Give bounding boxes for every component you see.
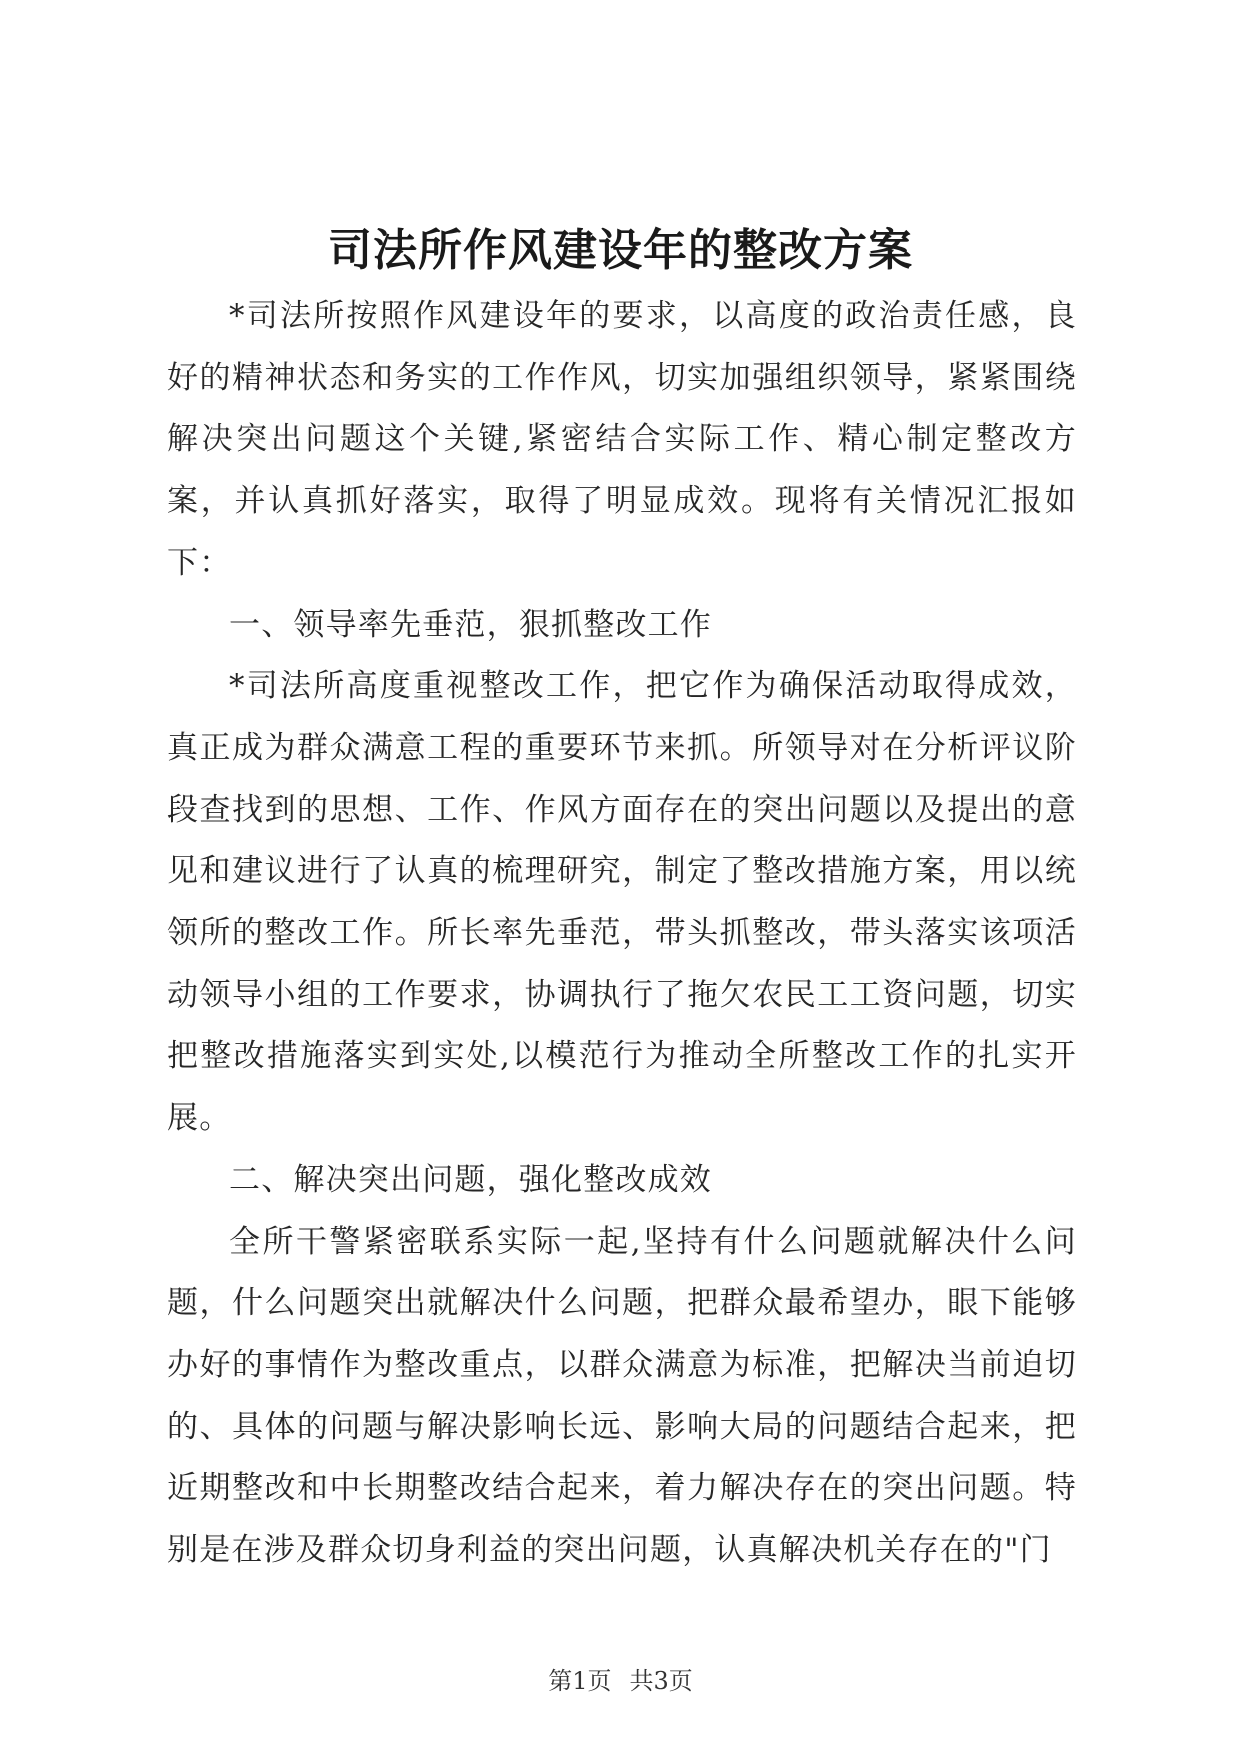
section-heading-2: 二、解决突出问题，强化整改成效	[229, 1161, 712, 1198]
page-footer	[0, 1666, 1241, 1696]
paragraph-section-2: 全所干警紧密联系实际一起,坚持有什么问题就解决什么问题，什么问题突出就解决什么问题，把群众最希望办，眼下能够办好的事情作为整改重点，以群众满意为标准，把解决当前迫切的、具体的问题与解决影响长远、影响大局的问题结合起来，把近期整改和中长期整改结合起来，着力解决存在的突出问题。特别是在涉及群众切身利益的突出问题，认真解决机关存在的"门	[167, 1223, 1077, 1569]
document-body	[167, 286, 1077, 1582]
page-total: 共3页	[629, 1667, 693, 1695]
paragraph-section-1: *司法所高度重视整改工作，把它作为确保活动取得成效，真正成为群众满意工程的重要环节来抓。所领导对在分析评议阶段查找到的思想、工作、作风方面存在的突出问题以及提出的意见和建议进行了认真的梳理研究，制定了整改措施方案，用以统领所的整改工作。所长率先垂范，带头抓整改，带头落实该项活动领导小组的工作要求，协调执行了拖欠农民工工资问题，切实把整改措施落实到实处,以模范行为推动全所整改工作的扎实开展。	[167, 668, 1077, 1137]
section-heading-1: 一、领导率先垂范，狠抓整改工作	[229, 606, 712, 643]
paragraph-intro: *司法所按照作风建设年的要求，以高度的政治责任感，良好的精神状态和务实的工作作风，切实加强组织领导，紧紧围绕解决突出问题这个关键,紧密结合实际工作、精心制定整改方案，并认真抓好落实，取得了明显成效。现将有关情况汇报如下：	[167, 298, 1077, 581]
document-title: 司法所作风建设年的整改方案	[328, 225, 913, 276]
page-number: 第1页	[548, 1667, 612, 1695]
